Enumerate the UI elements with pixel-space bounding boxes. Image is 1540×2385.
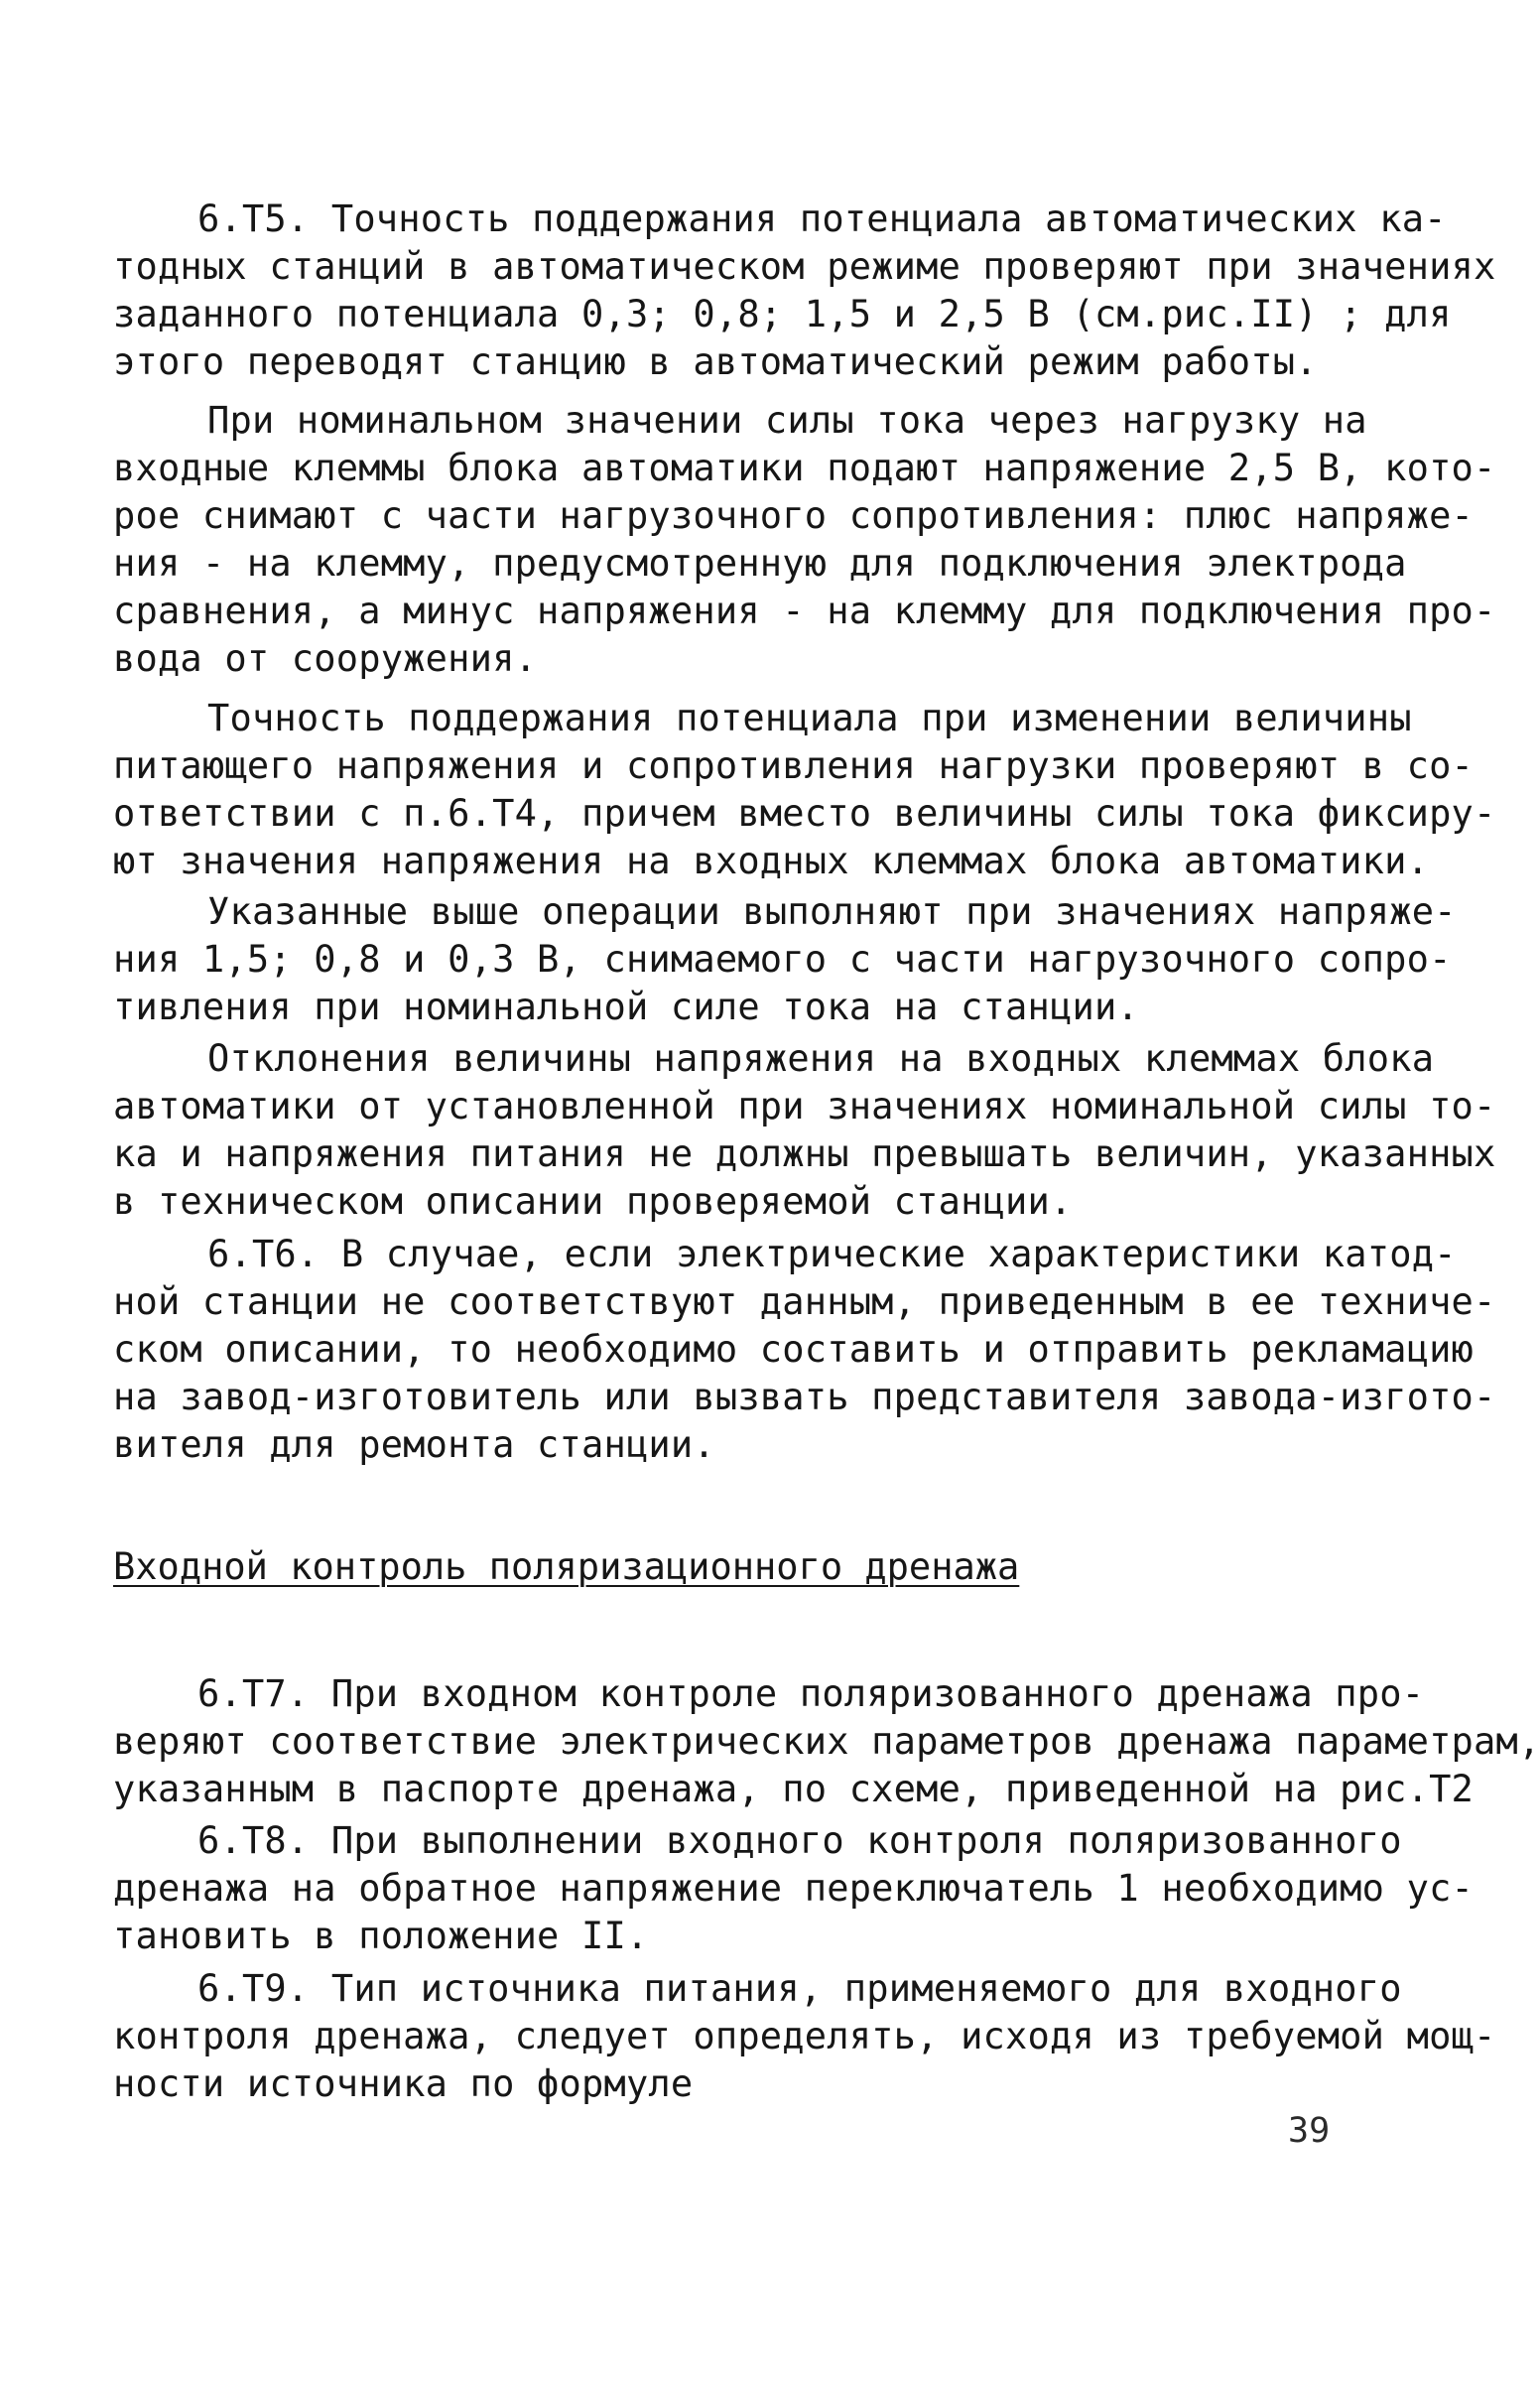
section-heading: Входной контроль поляризационного дренажа [113, 1545, 1020, 1588]
text-line: 6.Т8. При выполнении входного контроля поляризованного [197, 1819, 1402, 1862]
text-line: питающего напряжения и сопротивления нагрузки проверяют в со- [113, 744, 1475, 787]
text-line: входные клеммы блока автоматики подают напряжение 2,5 В, кото- [113, 447, 1496, 489]
text-line: веряют соответствие электрических параметров дренажа параметрам, [113, 1720, 1540, 1763]
text-line: ют значения напряжения на входных клеммах блока автоматики. [113, 840, 1430, 882]
text-line: ском описании, то необходимо составить и отправить рекламацию [113, 1328, 1475, 1371]
text-line: 6.Т5. Точность поддержания потенциала автоматических ка- [197, 198, 1447, 240]
page-number: 39 [1288, 2111, 1331, 2151]
text-line: заданного потенциала 0,3; 0,8; 1,5 и 2,5 В (см.рис.II) ; для [113, 293, 1452, 335]
text-line: автоматики от установленной при значениях номинальной силы то- [113, 1085, 1496, 1127]
text-line: в техническом описании проверяемой станции. [113, 1180, 1073, 1223]
text-line: на завод-изготовитель или вызвать представителя завода-изгото- [113, 1376, 1496, 1418]
text-line: ности источника по формуле [113, 2062, 694, 2105]
text-line: рое снимают с части нагрузочного сопротивления: плюс напряже- [113, 494, 1475, 537]
text-line: тивления при номинальной силе тока на станции. [113, 986, 1139, 1028]
text-line: ответствии с п.6.Т4, причем вместо величины силы тока фиксиру- [113, 792, 1496, 835]
text-line: этого переводят станцию в автоматический режим работы. [113, 340, 1318, 383]
text-line: 6.Т7. При входном контроле поляризованного дренажа про- [197, 1672, 1425, 1715]
text-line: ния - на клемму, предусмотренную для подключения электрода [113, 542, 1407, 585]
text-line: указанным в паспорте дренажа, по схеме, приведенной на рис.Т2 [113, 1768, 1475, 1810]
text-line: Точность поддержания потенциала при изменении величины [207, 697, 1412, 739]
text-line: тодных станций в автоматическом режиме проверяют при значениях [113, 245, 1496, 288]
text-line: Отклонения величины напряжения на входных клеммах блока [207, 1037, 1435, 1080]
text-line: сравнения, а минус напряжения - на клемму для подключения про- [113, 590, 1496, 632]
text-line: вода от сооружения. [113, 637, 538, 680]
text-line: контроля дренажа, следует определять, исходя из требуемой мощ- [113, 2015, 1496, 2057]
text-line: При номинальном значении силы тока через нагрузку на [207, 399, 1367, 442]
text-line: вителя для ремонта станции. [113, 1423, 715, 1466]
text-line: Указанные выше операции выполняют при значениях напряже- [207, 890, 1457, 933]
text-line: ной станции не соответствуют данным, приведенным в ее техниче- [113, 1280, 1496, 1323]
text-line: 6.Т9. Тип источника питания, применяемого для входного [197, 1967, 1402, 2010]
text-line: 6.Т6. В случае, если электрические характеристики катод- [207, 1233, 1457, 1275]
text-line: дренажа на обратное напряжение переключатель 1 необходимо ус- [113, 1867, 1475, 1910]
text-line: ния 1,5; 0,8 и 0,3 В, снимаемого с части нагрузочного сопро- [113, 938, 1452, 981]
text-line: тановить в положение II. [113, 1915, 649, 1957]
text-line: ка и напряжения питания не должны превышать величин, указанных [113, 1132, 1496, 1175]
